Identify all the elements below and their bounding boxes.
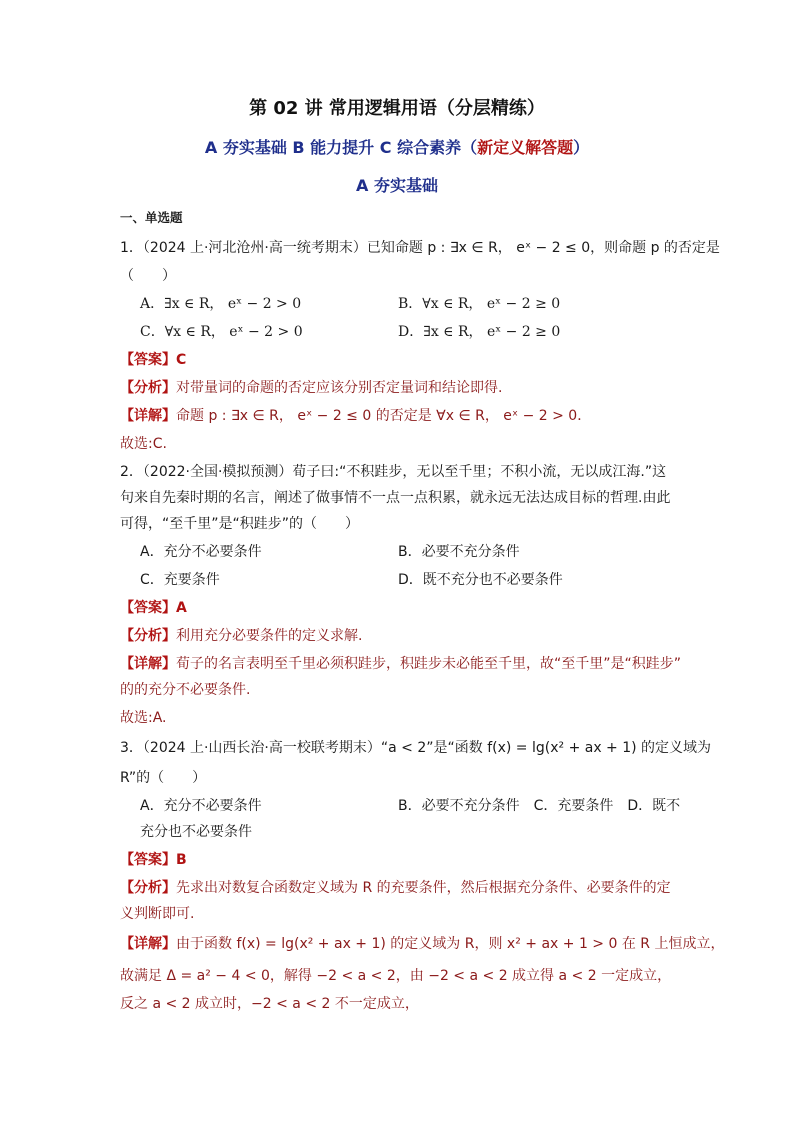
q2-detail-text-line1: 荀子的名言表明至千里必须积跬步，积跬步未必能至千里，故“至千里”是“积跬步” <box>176 656 682 672</box>
section-heading: A 夯实基础 <box>356 176 438 195</box>
q1-detail <box>120 406 591 426</box>
q1-option-a: A．∃x ∈ R， eˣ − 2 > 0 <box>140 296 302 312</box>
part-heading: 一、单选题 <box>120 210 183 225</box>
q2-analysis-tag: 【分析】 <box>120 628 176 644</box>
q3-detail-tag: 【详解】 <box>120 936 176 952</box>
q2-detail-text-line2: 的的充分不必要条件. <box>120 682 251 698</box>
q3-detail <box>120 934 724 954</box>
q1-conclusion: 故选:C. <box>120 436 167 452</box>
q3-option-d-cont: 充分也不必要条件 <box>140 824 252 840</box>
q3-option-a: A．充分不必要条件 <box>140 798 262 814</box>
subtitle-blue-text: A 夯实基础 B 能力提升 C 综合素养（ <box>204 138 478 157</box>
q2-option-d: D．既不充分也不必要条件 <box>398 572 563 588</box>
q2-detail <box>120 654 681 674</box>
q2-analysis-text: 利用充分必要条件的定义求解. <box>176 628 363 644</box>
q1-detail-text: 命题 p : ∃x ∈ R， eˣ − 2 ≤ 0 的否定是 ∀x ∈ R， eˣ − 2 > 0． <box>176 408 592 424</box>
q3-option-bcd: B．必要不充分条件 C．充要条件 D．既不 <box>398 798 681 814</box>
q1-answer-value: C <box>176 352 187 368</box>
q3-analysis-text-line2: 义判断即可. <box>120 906 195 922</box>
q2-conclusion: 故选:A. <box>120 710 167 726</box>
q1-answer-tag: 【答案】 <box>120 352 176 368</box>
q1-detail-tag: 【详解】 <box>120 408 176 424</box>
q2-stem-line3: 可得，“至千里”是“积跬步”的（ ） <box>120 516 360 532</box>
q3-analysis-tag: 【分析】 <box>120 880 176 896</box>
q1-analysis <box>120 378 502 398</box>
q2-analysis <box>120 626 362 646</box>
q3-answer-value: B <box>176 852 187 868</box>
q1-option-c: C．∀x ∈ R， eˣ − 2 > 0 <box>140 324 303 340</box>
q3-answer <box>120 850 187 870</box>
page-title: 第 02 讲 常用逻辑用语（分层精练） <box>249 98 545 119</box>
q1-analysis-tag: 【分析】 <box>120 380 176 396</box>
q3-analysis <box>120 878 671 898</box>
subtitle-end-text: ） <box>573 138 590 157</box>
q2-detail-tag: 【详解】 <box>120 656 176 672</box>
q1-stem-paren: （ ） <box>120 268 176 284</box>
q2-stem-line2: 句来自先秦时期的名言，阐述了做事情不一点一点积累，就永远无法达成目标的哲理.由此 <box>120 490 671 506</box>
q3-detail-text-line3: 反之 a < 2 成立时，−2 < a < 2 不一定成立， <box>120 996 419 1012</box>
q1-analysis-text: 对带量词的命题的否定应该分别否定量词和结论即得. <box>176 380 503 396</box>
q1-answer <box>120 350 186 370</box>
q2-stem-line1: 2．（2022·全国·模拟预测）荀子曰:“不积跬步，无以至千里；不积小流，无以成江海.”这 <box>120 464 667 480</box>
q1-option-d: D．∃x ∈ R， eˣ − 2 ≥ 0 <box>398 324 561 340</box>
subtitle-red-text: 新定义解答题 <box>477 138 574 157</box>
q3-answer-tag: 【答案】 <box>120 852 176 868</box>
q3-stem-line1: 3．（2024 上·山西长治·高一校联考期末）“a < 2”是“函数 f(x) = lg(x² + ax + 1) 的定义域为 <box>120 740 712 756</box>
level-subtitle <box>0 136 794 160</box>
q2-answer-tag: 【答案】 <box>120 600 176 616</box>
q3-stem-line2: R”的（ ） <box>120 770 207 786</box>
q3-analysis-text-line1: 先求出对数复合函数定义域为 R 的充要条件，然后根据充分条件、必要条件的定 <box>176 880 671 896</box>
q3-detail-text-line2: 故满足 Δ = a² − 4 < 0，解得 −2 < a < 2，由 −2 < a < 2 成立得 a < 2 一定成立， <box>120 968 672 984</box>
q1-stem: 1．（2024 上·河北沧州·高一统考期末）已知命题 p : ∃x ∈ R， eˣ − 2 ≤ 0，则命题 p 的否定是 <box>120 240 720 256</box>
q2-answer <box>120 598 187 618</box>
q1-option-b: B．∀x ∈ R， eˣ − 2 ≥ 0 <box>398 296 561 312</box>
q2-option-a: A．充分不必要条件 <box>140 544 262 560</box>
q2-option-c: C．充要条件 <box>140 572 220 588</box>
q2-option-b: B．必要不充分条件 <box>398 544 520 560</box>
q3-detail-text-line1: 由于函数 f(x) = lg(x² + ax + 1) 的定义域为 R，则 x² + ax + 1 > 0 在 R 上恒成立， <box>176 936 725 952</box>
q2-answer-value: A <box>176 600 187 616</box>
